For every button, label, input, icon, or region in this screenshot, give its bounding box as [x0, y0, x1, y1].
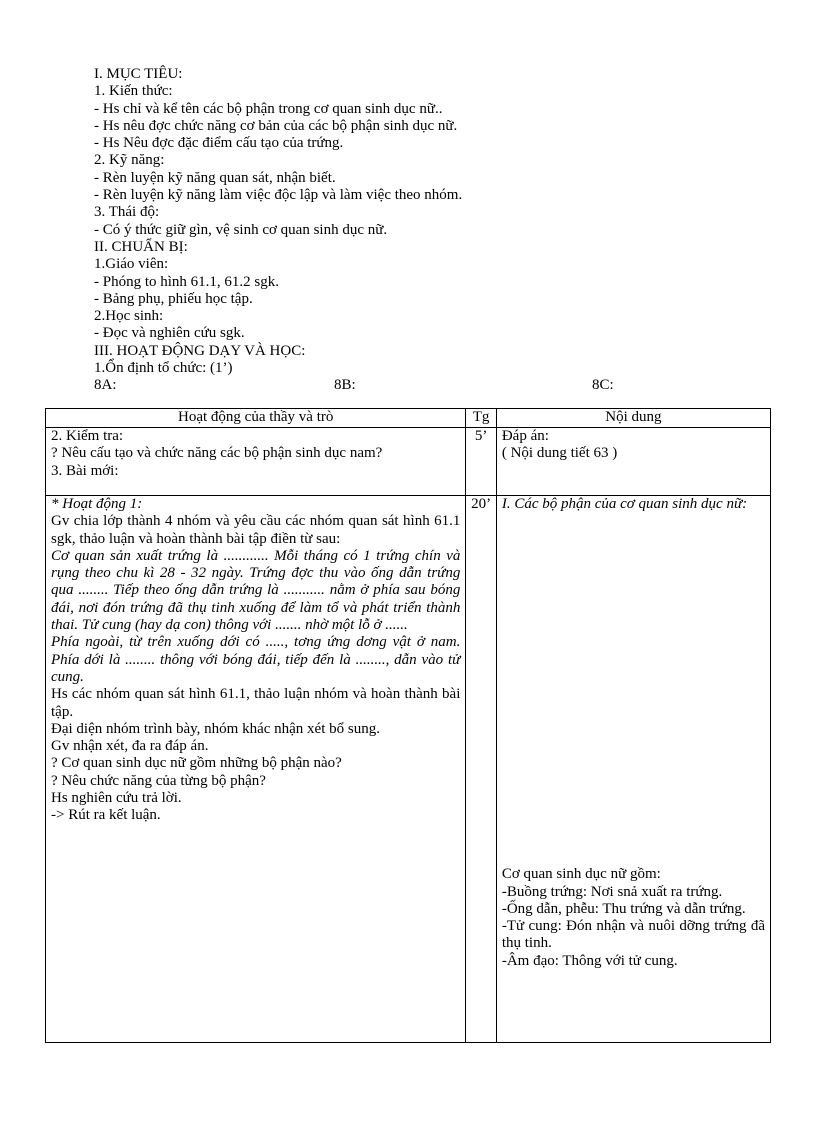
preparation-line: - Phóng to hình 61.1, 61.2 sgk. [94, 273, 280, 290]
objective-line: - Có ý thức giữ gìn, vệ sinh cơ quan sinh dục nữ. [94, 221, 388, 238]
objective-line: - Hs Nêu đợc đặc điểm cấu tạo của trứng. [94, 135, 344, 152]
activity-cell [46, 496, 466, 1043]
section-title-objectives: I. MỤC TIÊU: [94, 66, 183, 82]
class-8c-label: 8C: [592, 377, 614, 394]
lesson-header [94, 66, 774, 394]
check-question: ? Nêu cấu tạo và chức năng các bộ phận sinh dục nam? [51, 445, 383, 462]
section-title-preparation: II. CHUẨN BỊ: [94, 238, 188, 255]
fill-in-exercise: Cơ quan sản xuất trứng là ............ Mỗi tháng có 1 trứng chín và rụng theo chu kì 28 - 32 ngày. Trứng đợc thu vào ống dẫn trứng qua ........ Tiếp theo ống dẫn trứng là ........... nằm ở phía sau bóng đái, nơi đón trứng đã thụ tinh xuống để làm tổ và phát triển thành thai. Tử cung (hay dạ con) thông với ....... nhờ một lỗ ở ...... [51, 547, 461, 634]
conclusion-item: -Ống dẫn, phễu: Thu trứng và dẫn trứng. [501, 900, 746, 917]
activity-step: Hs các nhóm quan sát hình 61.1, thảo luận nhóm và hoàn thành bài tập. [51, 686, 461, 720]
objective-line: - Rèn luyện kỹ năng làm việc độc lập và làm việc theo nhóm. [94, 187, 463, 204]
class-list [94, 377, 774, 394]
activity-heading: * Hoạt động 1: [51, 496, 143, 512]
fill-in-exercise: Phía ngoài, từ trên xuống dới có ....., tơng ứng dơng vật ở nam. Phía dới là ........ thông với bóng đái, tiếp đến là ........, dẫn vào tử cung. [51, 634, 461, 685]
objective-line: - Rèn luyện kỹ năng quan sát, nhận biết. [94, 169, 336, 186]
class-8a-label: 8A: [94, 377, 117, 394]
section-title-activities: III. HOẠT ĐỘNG DẠY VÀ HỌC: [94, 342, 306, 359]
activity-step: Gv nhận xét, đa ra đáp án. [51, 738, 209, 755]
preparation-line: - Bảng phụ, phiếu học tập. [94, 290, 253, 307]
time-cell: 20’ [466, 496, 496, 1043]
subheading-students: 2.Học sinh: [94, 308, 164, 325]
activity-step: ? Cơ quan sinh dục nữ gồm những bộ phận nào? [51, 755, 342, 772]
answer-label: Đáp án: [501, 428, 549, 444]
table-row [46, 496, 771, 1043]
objective-line: - Hs nêu đợc chức năng cơ bản của các bộ phận sinh dục nữ. [94, 117, 458, 134]
subheading-organization: 1.Ổn định tổ chức: (1’) [94, 360, 233, 377]
objective-line: - Hs chỉ và kể tên các bộ phận trong cơ quan sinh dục nữ.. [94, 100, 443, 117]
subheading-teacher: 1.Giáo viên: [94, 256, 169, 273]
time-cell: 5’ [466, 428, 496, 496]
activity-step: ? Nêu chức năng của từng bộ phận? [51, 772, 266, 789]
subheading-skills: 2. Kỹ năng: [94, 152, 165, 169]
header-content: Nội dung [496, 409, 770, 428]
activity-step: -> Rút ra kết luận. [51, 807, 161, 824]
new-lesson-heading: 3. Bài mới: [51, 462, 119, 479]
table-header-row [46, 409, 771, 428]
conclusion-item: -Âm đạo: Thông với tử cung. [501, 952, 678, 969]
header-activity: Hoạt động của thầy và trò [46, 409, 466, 428]
content-cell [496, 428, 770, 496]
activity-cell [46, 428, 466, 496]
activity-step: Hs nghiên cứu trả lời. [51, 790, 182, 807]
table-row [46, 428, 771, 496]
activity-intro: Gv chia lớp thành 4 nhóm và yêu cầu các nhóm quan sát hình 61.1 sgk, thảo luận và hoàn thành bài tập điền từ sau: [51, 513, 461, 547]
answer-reference: ( Nội dung tiết 63 ) [501, 445, 618, 462]
check-heading: 2. Kiểm tra: [51, 428, 124, 444]
activities-table [45, 408, 771, 1043]
subheading-attitude: 3. Thái độ: [94, 204, 160, 221]
conclusion-item: -Buồng trứng: Nơi snả xuất ra trứng. [501, 883, 723, 900]
content-cell [496, 496, 770, 1043]
content-heading: I. Các bộ phận của cơ quan sinh dục nữ: [501, 496, 748, 512]
subheading-knowledge: 1. Kiến thức: [94, 83, 173, 100]
conclusion-item: -Tử cung: Đón nhận và nuôi dỡng trứng đã thụ tinh. [501, 918, 765, 952]
class-8b-label: 8B: [334, 377, 356, 394]
preparation-line: - Đọc và nghiên cứu sgk. [94, 325, 245, 342]
header-time: Tg [466, 409, 496, 428]
activity-step: Đại diện nhóm trình bày, nhóm khác nhận xét bổ sung. [51, 720, 380, 737]
conclusion-title: Cơ quan sinh dục nữ gồm: [501, 866, 661, 883]
